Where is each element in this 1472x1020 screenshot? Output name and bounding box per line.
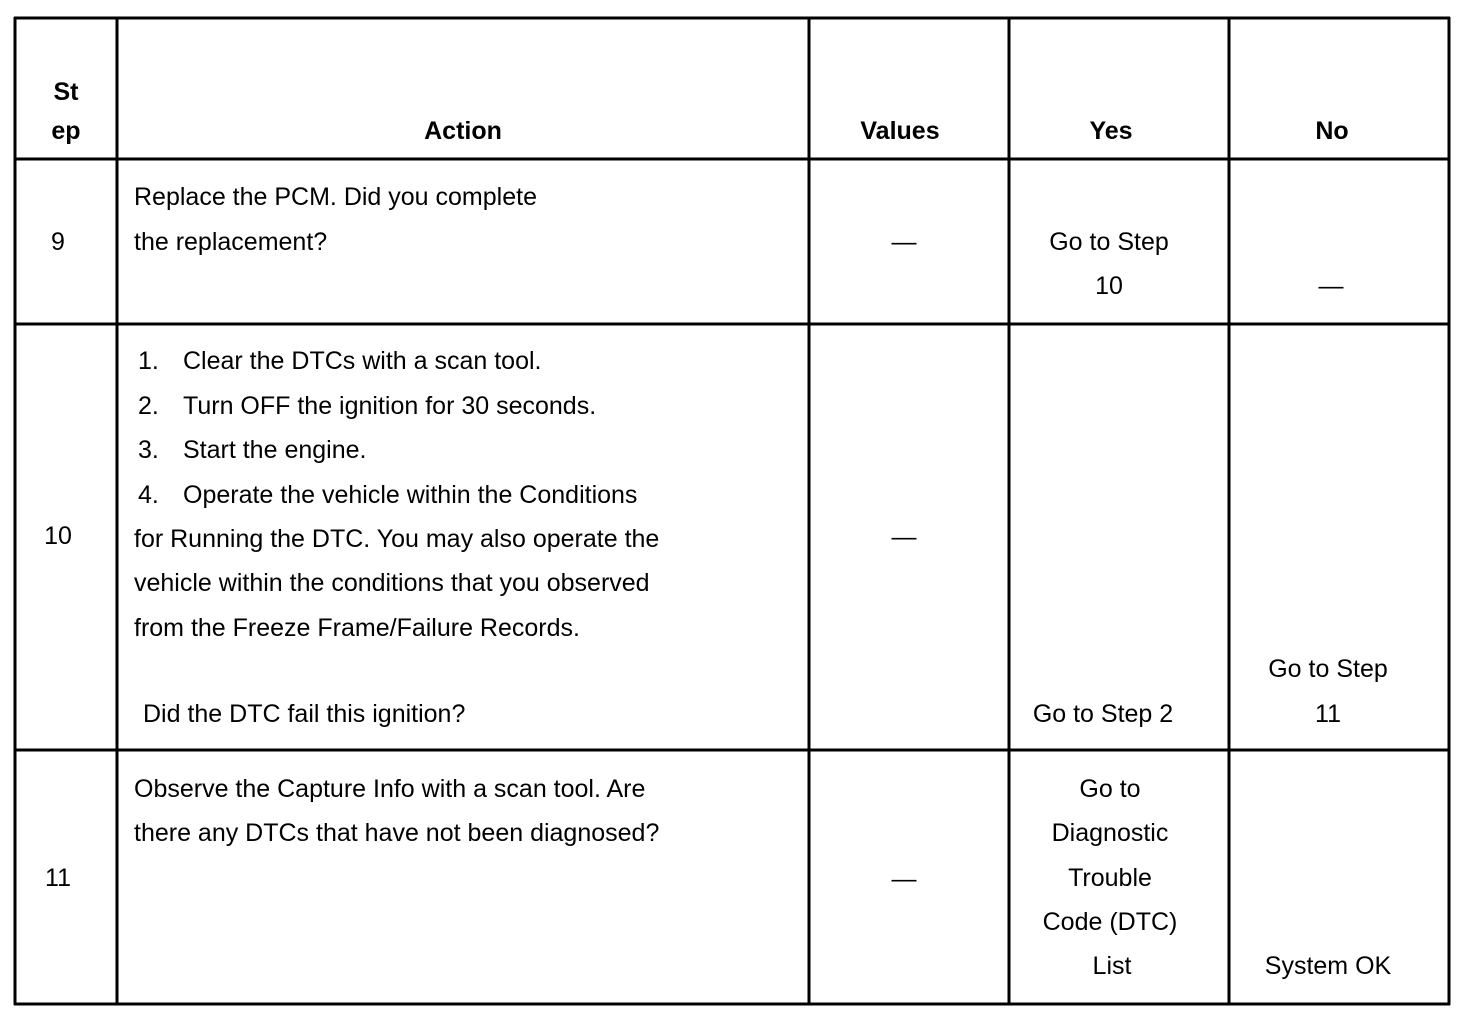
row-11-yes-line5: List: [1092, 952, 1132, 980]
row-10-item-4-num: 4.: [138, 481, 159, 509]
row-9-action-line1: Replace the PCM. Did you complete: [134, 183, 537, 211]
header-yes: Yes: [1089, 117, 1133, 145]
row-10-no-line2: 11: [1315, 700, 1341, 728]
row-9-no: —: [1318, 272, 1344, 300]
row-10-item-3-num: 3.: [138, 436, 159, 464]
row-11-yes-line3: Trouble: [1068, 864, 1152, 892]
row-10-item-4-text: Operate the vehicle within the Conditions: [183, 481, 638, 509]
row-10-item-3-text: Start the engine.: [183, 436, 367, 464]
header-step-line1: St: [53, 78, 79, 106]
row-10-step: 10: [44, 522, 72, 550]
row-10-action-cont-2: vehicle within the conditions that you observed: [134, 569, 650, 597]
row-10-item-1-text: Clear the DTCs with a scan tool.: [183, 347, 542, 375]
header-action: Action: [424, 117, 502, 145]
row-9-step: 9: [51, 228, 65, 256]
row-10-item-2-num: 2.: [138, 392, 159, 420]
row-10-action-cont-1: for Running the DTC. You may also operate the: [134, 525, 660, 553]
row-9-yes-line2: 10: [1095, 272, 1123, 300]
row-9-yes-line1: Go to Step: [1049, 228, 1169, 256]
row-9-values: —: [891, 228, 917, 256]
row-11-action-line1: Observe the Capture Info with a scan tool. Are: [134, 775, 646, 803]
header-no: No: [1315, 117, 1349, 145]
row-11-step: 11: [45, 864, 71, 892]
row-10-yes: Go to Step 2: [1032, 700, 1174, 728]
row-10-item-2-text: Turn OFF the ignition for 30 seconds.: [183, 392, 597, 420]
row-11-no: System OK: [1264, 952, 1392, 980]
row-11-action-line2: there any DTCs that have not been diagnosed?: [134, 819, 660, 847]
row-10-values: —: [891, 523, 917, 551]
row-9-action-line2: the replacement?: [134, 228, 328, 256]
row-11-yes-line2: Diagnostic: [1051, 819, 1169, 847]
row-10-no-line1: Go to Step: [1268, 655, 1388, 683]
row-11-yes-line4: Code (DTC): [1042, 908, 1178, 936]
row-10-question: Did the DTC fail this ignition?: [143, 700, 466, 728]
row-11-yes-line1: Go to: [1079, 775, 1141, 803]
header-values: Values: [860, 117, 940, 145]
row-10-action-cont-3: from the Freeze Frame/Failure Records.: [134, 614, 580, 642]
row-11-values: —: [891, 865, 917, 893]
header-step-line2: ep: [51, 117, 81, 145]
row-10-item-1-num: 1.: [138, 347, 159, 375]
